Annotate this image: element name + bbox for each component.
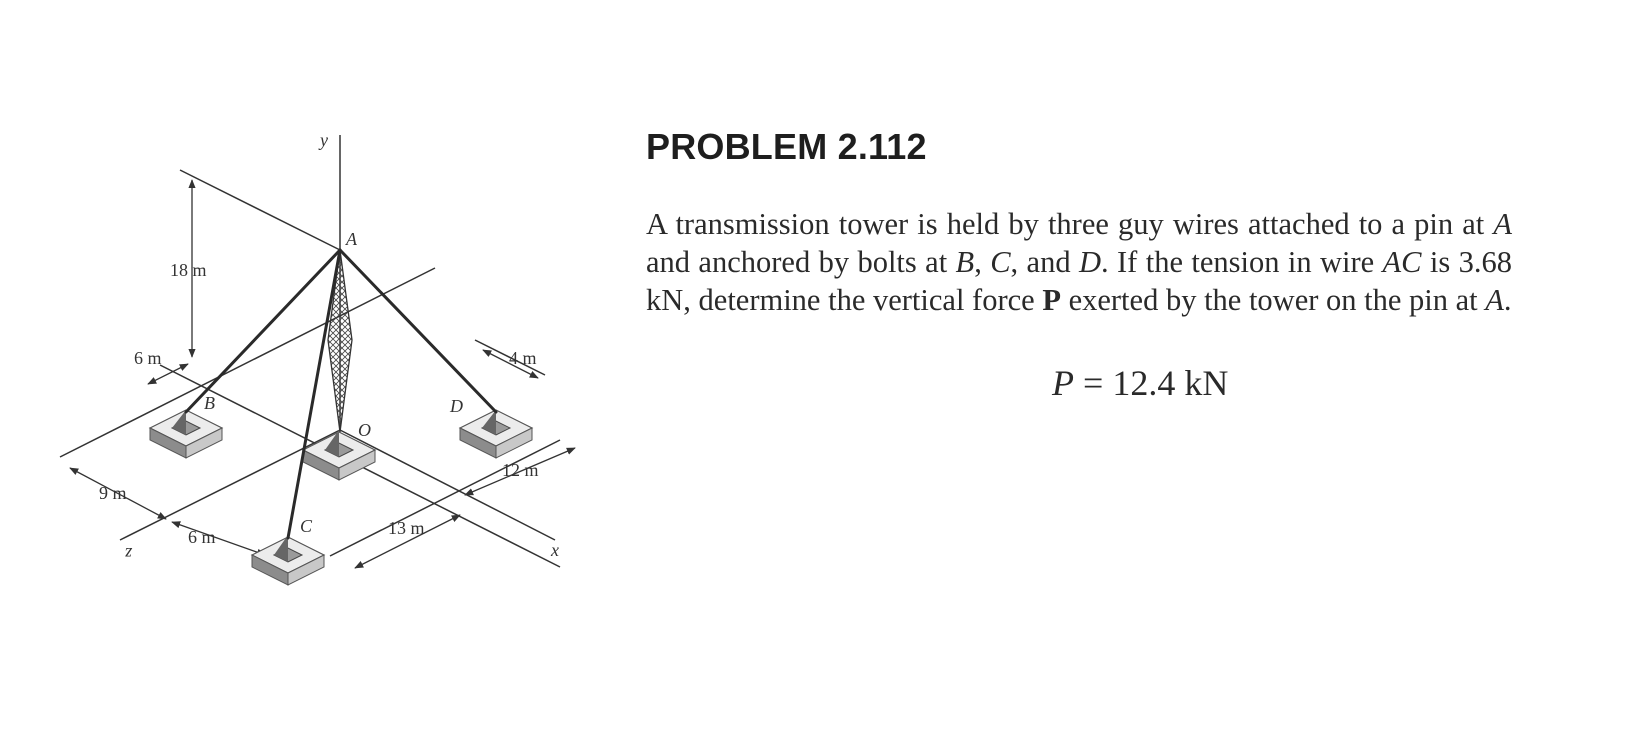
label-axis-x: x <box>551 540 559 560</box>
text-segment: . If the tension in wire <box>1101 245 1383 279</box>
x-axis-line <box>340 430 555 540</box>
ground-line-b-x <box>60 268 435 457</box>
label-point-d: D <box>450 396 463 416</box>
ground-line-top-ref <box>180 170 340 250</box>
point-b-ref: B <box>955 245 975 279</box>
answer-variable: P <box>1052 363 1074 403</box>
label-c-offset: 6 m <box>188 527 216 547</box>
text-segment: . <box>1503 283 1512 317</box>
text-segment: , <box>974 245 991 279</box>
answer <box>1052 362 1228 404</box>
label-height: 18 m <box>170 260 207 280</box>
anchor-b <box>150 410 222 458</box>
label-point-a: A <box>346 229 357 249</box>
anchor-c <box>252 535 324 585</box>
problem-title: PROBLEM 2.112 <box>646 126 927 167</box>
point-a-ref-2: A <box>1485 283 1504 317</box>
wire-ac <box>288 250 340 538</box>
label-point-o: O <box>358 420 371 440</box>
text-segment: A transmission tower is held by three guy wires attached to a pin at <box>646 207 1494 241</box>
tower-lattice <box>328 250 352 432</box>
wire-ad <box>340 250 496 412</box>
label-b-offset: 6 m <box>134 348 162 368</box>
dim-c-offset <box>172 522 265 555</box>
label-axis-z: z <box>124 544 132 564</box>
label-d-to-x: 12 m <box>502 460 539 480</box>
label-d-offset: 4 m <box>509 348 537 368</box>
label-z-offset: 9 m <box>99 483 127 503</box>
label-point-b: B <box>204 393 215 413</box>
text-segment: is 3.68 kN, determine the vertical force <box>646 245 1512 317</box>
anchor-d <box>460 410 532 458</box>
label-c-to-x: 13 m <box>388 518 425 538</box>
label-axis-y: y <box>320 130 328 150</box>
dimension-lines <box>70 180 575 568</box>
text-segment: exerted by the tower on the pin at <box>1060 283 1486 317</box>
answer-equals: = <box>1074 363 1113 403</box>
text-segment: , and <box>1010 245 1079 279</box>
answer-value: 12.4 kN <box>1112 363 1229 403</box>
wire-ac-ref: AC <box>1382 245 1422 279</box>
text-segment: and anchored by bolts at <box>646 245 956 279</box>
wire-ab <box>186 250 340 412</box>
point-a-ref: A <box>1493 207 1512 241</box>
force-p-ref: P <box>1042 283 1061 317</box>
point-d-ref: D <box>1078 245 1102 279</box>
transmission-tower-figure <box>0 0 600 600</box>
problem-statement <box>646 205 1512 319</box>
point-c-ref: C <box>990 245 1011 279</box>
label-point-c: C <box>300 516 313 536</box>
